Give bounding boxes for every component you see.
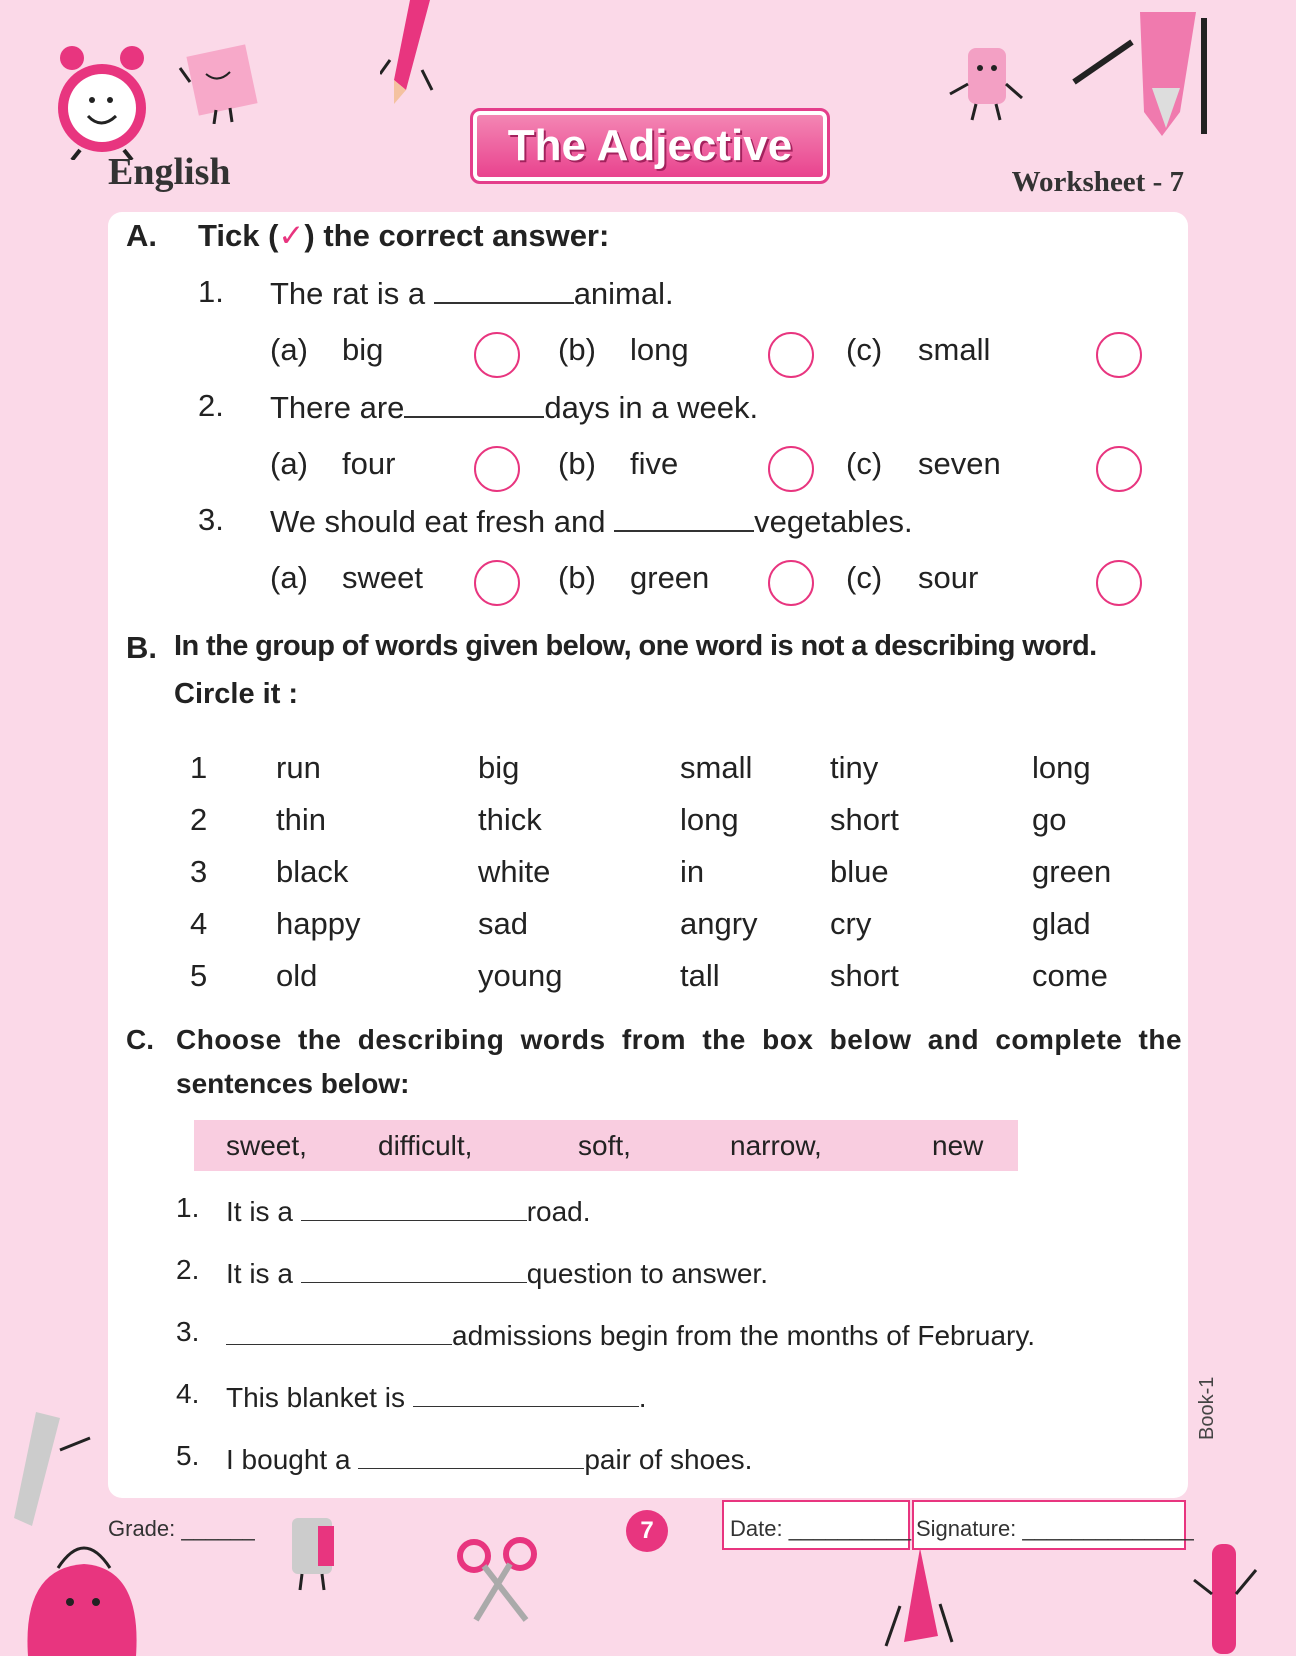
crayon-icon — [884, 1546, 954, 1650]
date-field[interactable]: Date: __________ — [730, 1516, 912, 1541]
word-option[interactable]: small — [680, 750, 753, 785]
ruler-icon — [10, 1410, 100, 1530]
option-circle[interactable] — [1096, 332, 1142, 378]
word-option[interactable]: thick — [478, 802, 542, 837]
scissors-icon — [454, 1534, 544, 1624]
section-b-instruction: In the group of words given below, one word is not a describing word. — [174, 630, 1097, 662]
word-option[interactable]: old — [276, 958, 318, 993]
section-a-instruction: Tick (✓) the correct answer: — [198, 218, 610, 253]
option-circle[interactable] — [474, 446, 520, 492]
word-option[interactable]: thin — [276, 802, 326, 837]
option-circle[interactable] — [768, 446, 814, 492]
answer-blank[interactable] — [614, 502, 754, 532]
pencil-character-icon — [1070, 8, 1210, 138]
answer-blank[interactable] — [226, 1316, 452, 1345]
word-option[interactable]: young — [478, 958, 563, 993]
word-option[interactable]: tall — [680, 958, 720, 993]
word-option[interactable]: in — [680, 854, 705, 889]
section-c-instruction: Choose the describing words from the box below and complete the — [176, 1024, 1183, 1055]
section-c-instruction-line2: sentences below: — [176, 1068, 410, 1099]
section-b-letter: B. — [126, 630, 157, 665]
grade-field[interactable]: Grade: ______ — [108, 1516, 255, 1541]
alarm-clock-icon — [52, 40, 152, 160]
section-c-letter: C. — [126, 1024, 154, 1055]
answer-blank[interactable] — [358, 1440, 584, 1469]
sharpener-icon — [284, 1512, 344, 1592]
option-circle[interactable] — [768, 332, 814, 378]
word-option[interactable]: short — [830, 958, 899, 993]
word-option[interactable]: cry — [830, 906, 872, 941]
pen-icon — [1190, 1540, 1260, 1656]
book-label: Book-1 — [1196, 1376, 1218, 1440]
subject-label: English — [108, 151, 231, 193]
word-option[interactable]: big — [478, 750, 520, 785]
word-option[interactable]: happy — [276, 906, 361, 941]
option-circle[interactable] — [474, 332, 520, 378]
word-option[interactable]: run — [276, 750, 321, 785]
answer-blank[interactable] — [301, 1192, 527, 1221]
word-option[interactable]: blue — [830, 854, 889, 889]
signature-field[interactable]: Signature: ______________ — [916, 1516, 1194, 1541]
box-word: soft, — [578, 1130, 631, 1161]
eraser-icon — [946, 44, 1026, 124]
bag-icon — [18, 1528, 148, 1656]
option-circle[interactable] — [768, 560, 814, 606]
word-option[interactable]: short — [830, 802, 899, 837]
word-option[interactable]: come — [1032, 958, 1108, 993]
word-option[interactable]: tiny — [830, 750, 879, 785]
pencil-icon — [380, 0, 440, 110]
answer-blank[interactable] — [434, 274, 574, 304]
option-circle[interactable] — [1096, 560, 1142, 606]
answer-blank[interactable] — [404, 388, 544, 418]
page-number: 7 — [626, 1510, 668, 1552]
word-option[interactable]: long — [1032, 750, 1091, 785]
worksheet-title: The Adjective — [470, 108, 830, 184]
notepad-icon — [176, 44, 266, 124]
box-word: narrow, — [730, 1130, 822, 1161]
box-word: sweet, — [226, 1130, 307, 1161]
option-circle[interactable] — [474, 560, 520, 606]
word-option[interactable]: long — [680, 802, 739, 837]
word-option[interactable]: sad — [478, 906, 528, 941]
answer-blank[interactable] — [301, 1254, 527, 1283]
section-b-instruction-line2: Circle it : — [174, 678, 299, 710]
word-option[interactable]: green — [1032, 854, 1112, 889]
box-word: new — [932, 1130, 984, 1161]
tick-icon: ✓ — [278, 218, 305, 253]
word-option[interactable]: angry — [680, 906, 758, 941]
option-circle[interactable] — [1096, 446, 1142, 492]
worksheet-number: Worksheet - 7 — [1011, 166, 1184, 198]
word-option[interactable]: black — [276, 854, 349, 889]
section-a-letter: A. — [126, 218, 157, 253]
box-word: difficult, — [378, 1130, 473, 1161]
word-option[interactable]: white — [478, 854, 551, 889]
word-option[interactable]: glad — [1032, 906, 1091, 941]
answer-blank[interactable] — [413, 1378, 639, 1407]
word-option[interactable]: go — [1032, 802, 1067, 837]
